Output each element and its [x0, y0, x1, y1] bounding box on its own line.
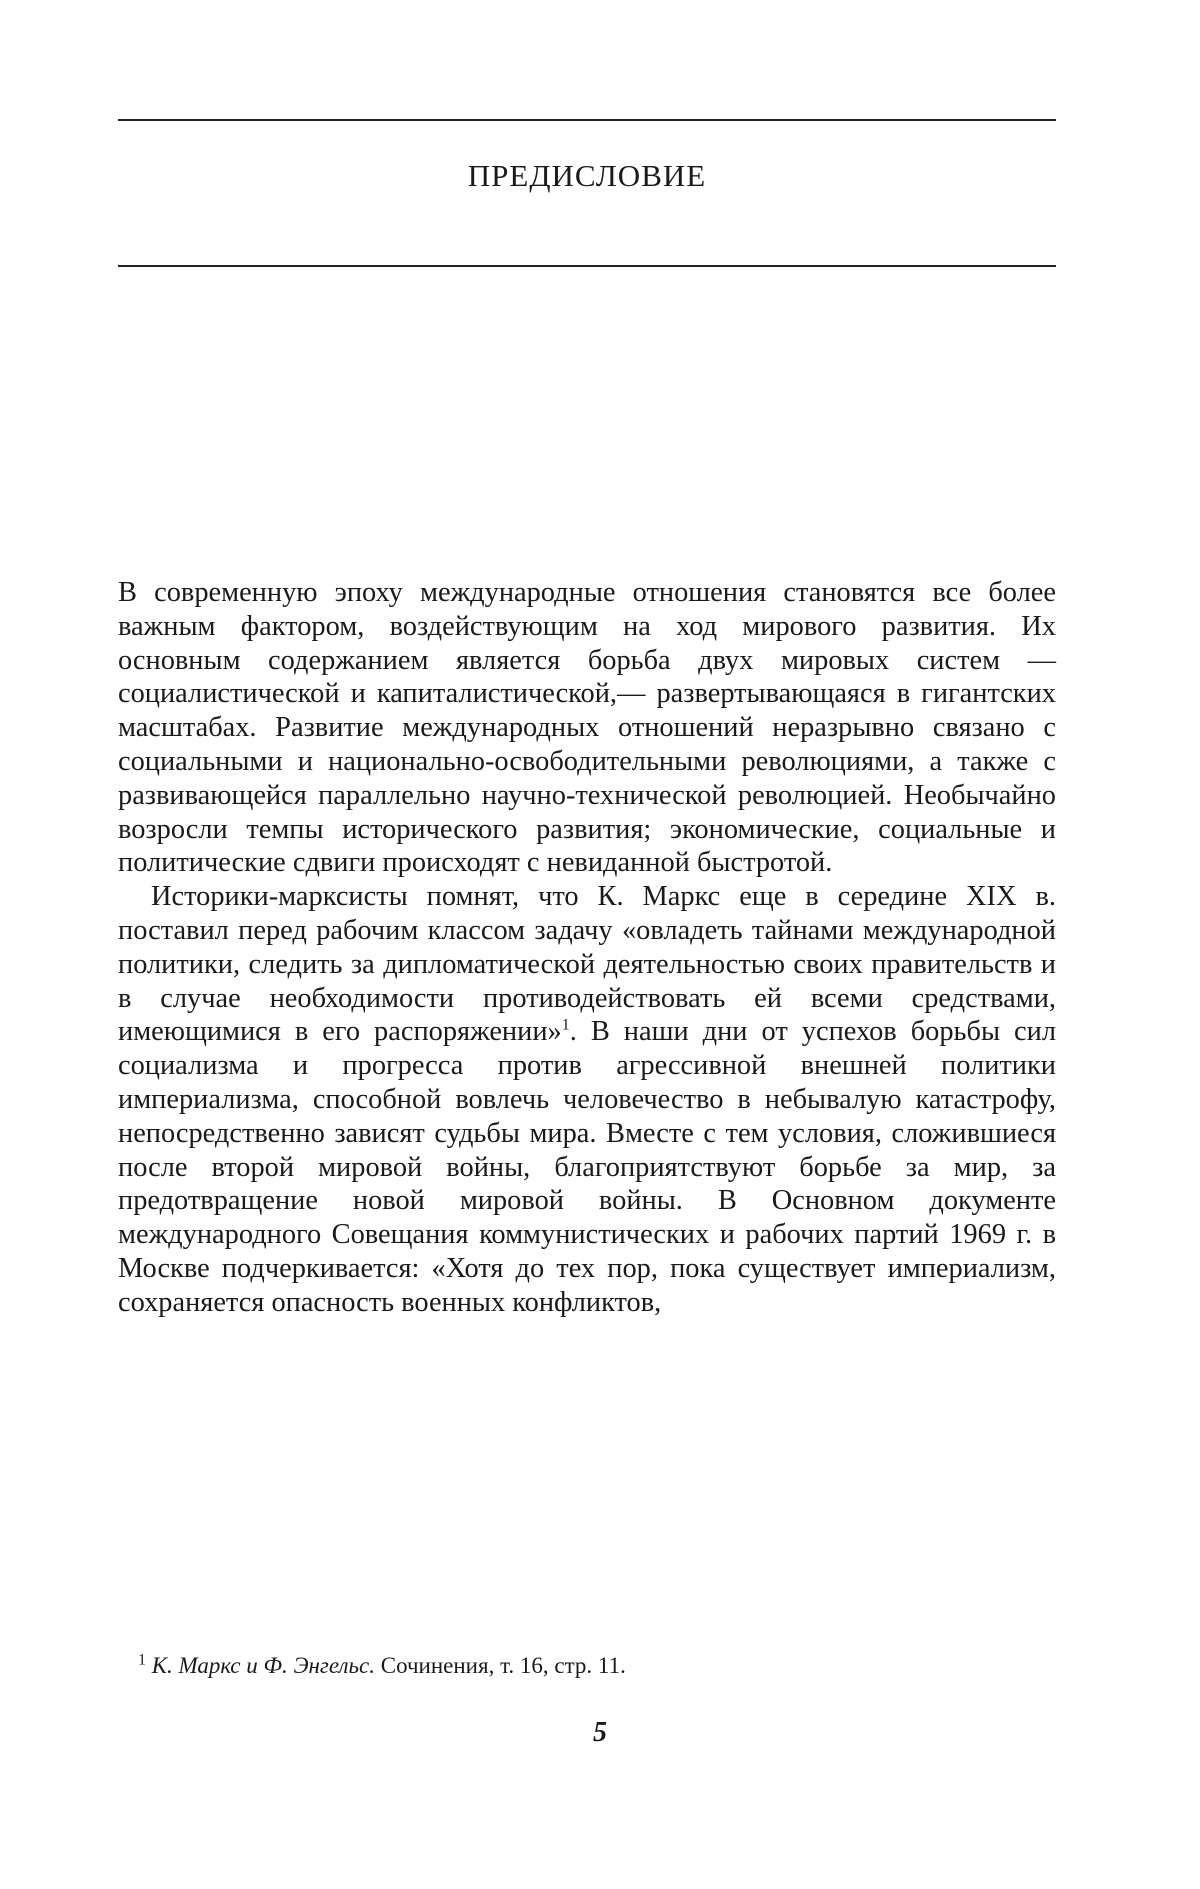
paragraph-1: В современную эпоху международные отношения становятся все более важным фактором, воздействующим на ход мирового развития. Их основным содержанием является борьба двух мировых систем — социалистической и капиталистической,— развертывающаяся в гигантских масштабах. Развитие международных отношений неразрывно связано с социальными и национально-освободительными революциями, а также с развивающейся параллельно научно-технической революцией. Необычайно возросли темпы исторического развития; экономические, социальные и политические сдвиги происходят с невиданной быстротой.	[118, 577, 1056, 879]
footnote-authors: К. Маркс и Ф. Энгельс.	[151, 1653, 375, 1678]
paragraph-2-text-before-ref: Историки-марксисты помнят, что К. Маркс еще в середине XIX в. поставил перед рабочим классом задачу «овладеть тайнами международной политики, следить за дипломатической деятельностью своих правительств и в случае необходимости противодействовать ей всеми средствами, имеющимися в его распоряжении»	[118, 881, 1056, 1048]
body-text	[118, 576, 1056, 1320]
footnote-reference: 1	[561, 1016, 570, 1034]
paragraph-2	[118, 880, 1056, 1319]
footnote	[138, 1651, 1056, 1681]
header-top-rule	[118, 119, 1056, 121]
header-bottom-rule	[118, 265, 1056, 267]
paragraph-2-text-after-ref: . В наши дни от успехов борьбы сил социализма и прогресса против агрессивной внешней политики империализма, способной вовлечь человечество в небывалую катастрофу, непосредственно зависят судьбы мира. Вместе с тем условия, сложившиеся после второй мировой войны, благоприятствуют борьбе за мир, за предотвращение новой мировой войны. В Основном документе международного Совещания коммунистических и рабочих партий 1969 г. в Москве подчеркивается: «Хотя до тех пор, пока существует империализм, сохраняется опасность военных конфликтов,	[118, 1016, 1057, 1318]
page-number: 5	[593, 1717, 607, 1748]
chapter-title: ПРЕДИСЛОВИЕ	[467, 158, 707, 193]
footnote-source: Сочинения, т. 16, стр. 11.	[380, 1653, 626, 1678]
footnote-marker: 1	[138, 1651, 146, 1669]
